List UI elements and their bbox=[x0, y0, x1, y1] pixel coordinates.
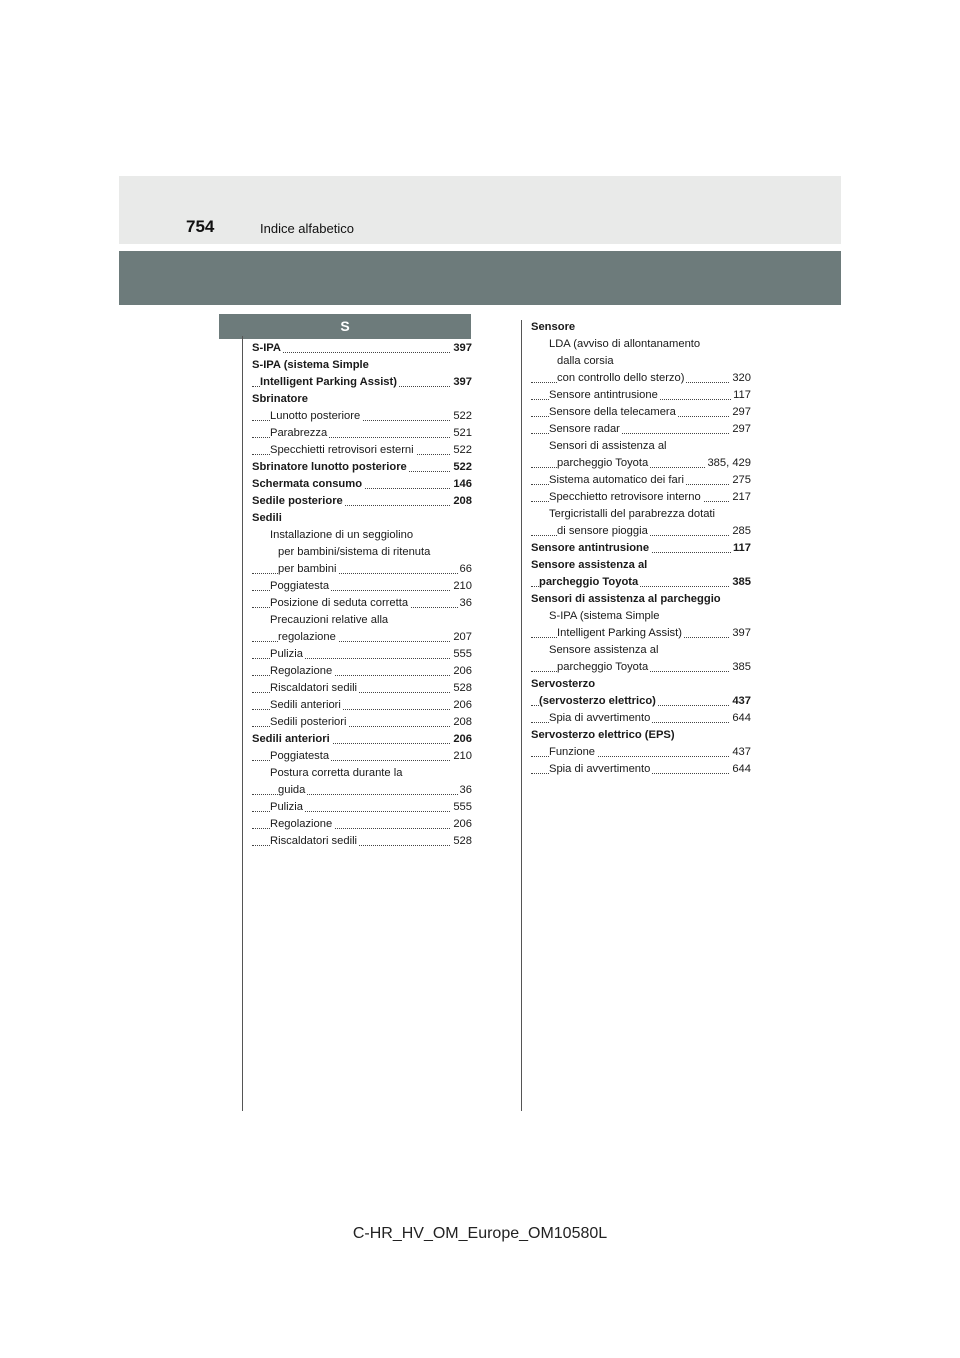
index-entry bbox=[252, 765, 472, 782]
index-entry bbox=[252, 459, 472, 476]
index-entry bbox=[252, 374, 472, 391]
header-band bbox=[119, 176, 841, 244]
entry-page-ref[interactable]: 36 bbox=[458, 595, 472, 612]
index-entry bbox=[252, 595, 472, 612]
index-column-left bbox=[252, 340, 472, 850]
entry-page-ref[interactable]: 206 bbox=[451, 663, 472, 680]
entry-term: Parabrezza bbox=[270, 427, 328, 439]
index-entry bbox=[531, 557, 751, 574]
entry-term: Sedili anteriori bbox=[270, 699, 341, 711]
index-entry bbox=[531, 489, 751, 506]
index-entry bbox=[531, 421, 751, 438]
entry-term: Sbrinatore lunotto posteriore bbox=[252, 461, 407, 473]
index-entry bbox=[252, 442, 472, 459]
entry-term: Pulizia bbox=[270, 648, 303, 660]
entry-page-ref[interactable]: 207 bbox=[451, 629, 472, 646]
entry-page-ref[interactable]: 206 bbox=[451, 697, 472, 714]
index-entry bbox=[531, 472, 751, 489]
index-entry bbox=[531, 387, 751, 404]
index-entry bbox=[252, 544, 472, 561]
entry-term: Servosterzo elettrico (EPS) bbox=[531, 729, 675, 741]
entry-page-ref[interactable]: 522 bbox=[451, 408, 472, 425]
index-entry bbox=[531, 574, 751, 591]
entry-term: Sensori di assistenza al parcheggio bbox=[531, 593, 721, 605]
index-entry bbox=[252, 340, 472, 357]
entry-term: Sbrinatore bbox=[252, 393, 308, 405]
entry-page-ref[interactable]: 522 bbox=[451, 442, 472, 459]
index-entry bbox=[252, 816, 472, 833]
entry-term: Sedili bbox=[252, 512, 282, 524]
index-letter-tab: S bbox=[219, 314, 471, 339]
index-entry bbox=[531, 744, 751, 761]
index-entry bbox=[531, 642, 751, 659]
index-entry bbox=[531, 659, 751, 676]
index-entry bbox=[252, 748, 472, 765]
index-entry bbox=[252, 663, 472, 680]
index-entry bbox=[531, 591, 751, 608]
index-entry bbox=[252, 561, 472, 578]
index-entry bbox=[531, 319, 751, 336]
entry-term: parcheggio Toyota bbox=[539, 576, 639, 588]
entry-term: Poggiatesta bbox=[270, 580, 330, 592]
entry-term: Spia di avvertimento bbox=[549, 712, 651, 724]
entry-term: S-IPA bbox=[252, 342, 282, 354]
entry-term: parcheggio Toyota bbox=[557, 457, 649, 469]
entry-term: Sensore bbox=[531, 321, 576, 333]
entry-page-ref[interactable]: 555 bbox=[451, 646, 472, 663]
entry-term: Sistema automatico dei fari bbox=[549, 474, 684, 486]
entry-term: di sensore pioggia bbox=[557, 525, 648, 537]
index-entry bbox=[531, 404, 751, 421]
entry-page-ref[interactable]: 66 bbox=[458, 561, 472, 578]
entry-term: per bambini/sistema di ritenuta bbox=[278, 546, 431, 558]
entry-term: parcheggio Toyota bbox=[557, 661, 649, 673]
entry-term: Sensore radar bbox=[549, 423, 620, 435]
entry-term: LDA (avviso di allontanamento bbox=[549, 338, 701, 350]
entry-term: Poggiatesta bbox=[270, 750, 330, 762]
entry-page-ref[interactable]: 208 bbox=[451, 493, 472, 510]
entry-term: Sensore assistenza al bbox=[549, 644, 659, 656]
entry-term: Riscaldatori sedili bbox=[270, 682, 358, 694]
entry-term: Funzione bbox=[549, 746, 596, 758]
entry-page-ref[interactable]: 644 bbox=[730, 710, 751, 727]
entry-page-ref[interactable]: 522 bbox=[451, 459, 472, 476]
index-entry bbox=[252, 578, 472, 595]
chapter-band bbox=[119, 251, 841, 305]
left-column-rule bbox=[242, 336, 243, 1111]
entry-term: Sedili anteriori bbox=[252, 733, 330, 745]
index-entry bbox=[531, 676, 751, 693]
entry-page-ref[interactable]: 117 bbox=[731, 387, 751, 404]
entry-term: Tergicristalli del parabrezza dotati bbox=[549, 508, 716, 520]
index-entry bbox=[531, 506, 751, 523]
entry-term: Riscaldatori sedili bbox=[270, 835, 358, 847]
entry-term: Specchietto retrovisore interno bbox=[549, 491, 701, 503]
entry-page-ref[interactable]: 206 bbox=[451, 816, 472, 833]
entry-term: Installazione di un seggiolino bbox=[270, 529, 414, 541]
entry-term: dalla corsia bbox=[557, 355, 614, 367]
index-entry bbox=[252, 799, 472, 816]
entry-page-ref[interactable]: 146 bbox=[451, 476, 472, 493]
entry-term: Intelligent Parking Assist) bbox=[260, 376, 397, 388]
entry-page-ref[interactable]: 528 bbox=[451, 680, 472, 697]
entry-page-ref[interactable]: 385, 429 bbox=[705, 455, 751, 472]
entry-term: Sensore della telecamera bbox=[549, 406, 676, 418]
entry-term: S-IPA (sistema Simple bbox=[252, 359, 369, 371]
entry-term: Sensore antintrusione bbox=[549, 389, 658, 401]
entry-page-ref[interactable]: 275 bbox=[730, 472, 751, 489]
section-title: Indice alfabetico bbox=[260, 221, 354, 236]
entry-page-ref[interactable]: 285 bbox=[730, 523, 751, 540]
right-column-rule bbox=[521, 320, 522, 1111]
entry-term: Intelligent Parking Assist) bbox=[557, 627, 682, 639]
index-entry bbox=[252, 493, 472, 510]
entry-page-ref[interactable]: 521 bbox=[451, 425, 472, 442]
index-entry bbox=[531, 455, 751, 472]
entry-term: Sedile posteriore bbox=[252, 495, 343, 507]
index-entry bbox=[252, 731, 472, 748]
index-entry bbox=[252, 833, 472, 850]
entry-page-ref[interactable]: 437 bbox=[730, 693, 751, 710]
entry-term: Regolazione bbox=[270, 818, 333, 830]
entry-term: Sensori di assistenza al bbox=[549, 440, 667, 452]
entry-page-ref[interactable]: 210 bbox=[451, 748, 472, 765]
entry-page-ref[interactable]: 297 bbox=[730, 404, 751, 421]
entry-page-ref[interactable]: 555 bbox=[451, 799, 472, 816]
entry-term: Servosterzo bbox=[531, 678, 596, 690]
entry-page-ref[interactable]: 385 bbox=[730, 659, 751, 676]
index-entry bbox=[252, 629, 472, 646]
index-entry bbox=[531, 761, 751, 778]
entry-term: Spia di avvertimento bbox=[549, 763, 651, 775]
entry-term: Sedili posteriori bbox=[270, 716, 347, 728]
entry-term: S-IPA (sistema Simple bbox=[549, 610, 660, 622]
entry-term: per bambini bbox=[278, 563, 337, 575]
index-column-right bbox=[531, 319, 751, 778]
entry-page-ref[interactable]: 36 bbox=[458, 782, 472, 799]
index-entry bbox=[531, 693, 751, 710]
entry-page-ref[interactable]: 528 bbox=[451, 833, 472, 850]
index-entry bbox=[252, 527, 472, 544]
index-entry bbox=[531, 540, 751, 557]
document-code: C-HR_HV_OM_Europe_OM10580L bbox=[352, 1225, 608, 1242]
index-entry bbox=[531, 353, 751, 370]
index-entry bbox=[252, 425, 472, 442]
entry-page-ref[interactable]: 397 bbox=[730, 625, 751, 642]
entry-term: Lunotto posteriore bbox=[270, 410, 361, 422]
entry-page-ref[interactable]: 206 bbox=[451, 731, 472, 748]
entry-page-ref[interactable]: 385 bbox=[730, 574, 751, 591]
entry-term: (servosterzo elettrico) bbox=[539, 695, 656, 707]
dot-leader bbox=[252, 352, 472, 353]
entry-page-ref[interactable]: 397 bbox=[451, 374, 472, 391]
entry-term: Precauzioni relative alla bbox=[270, 614, 389, 626]
index-entry bbox=[531, 336, 751, 353]
index-entry bbox=[252, 782, 472, 799]
index-entry bbox=[531, 370, 751, 387]
index-entry bbox=[252, 391, 472, 408]
index-entry bbox=[252, 646, 472, 663]
entry-term: Schermata consumo bbox=[252, 478, 363, 490]
index-entry bbox=[252, 680, 472, 697]
entry-term: con controllo dello sterzo) bbox=[557, 372, 685, 384]
entry-term: Regolazione bbox=[270, 665, 333, 677]
page-number: 754 bbox=[186, 217, 215, 236]
index-entry bbox=[531, 438, 751, 455]
index-entry bbox=[252, 612, 472, 629]
index-entry bbox=[252, 510, 472, 527]
entry-term: Sensore antintrusione bbox=[531, 542, 650, 554]
entry-term: Specchietti retrovisori esterni bbox=[270, 444, 414, 456]
index-entry bbox=[252, 476, 472, 493]
entry-page-ref[interactable]: 397 bbox=[451, 340, 472, 357]
entry-page-ref[interactable]: 208 bbox=[451, 714, 472, 731]
entry-term: Posizione di seduta corretta bbox=[270, 597, 409, 609]
entry-page-ref[interactable]: 437 bbox=[730, 744, 751, 761]
entry-term: regolazione bbox=[278, 631, 336, 643]
entry-page-ref[interactable]: 210 bbox=[451, 578, 472, 595]
entry-term: Sensore assistenza al bbox=[531, 559, 648, 571]
index-entry bbox=[531, 608, 751, 625]
index-entry bbox=[252, 697, 472, 714]
index-entry bbox=[531, 727, 751, 744]
entry-page-ref[interactable]: 217 bbox=[730, 489, 751, 506]
entry-term: Pulizia bbox=[270, 801, 303, 813]
entry-page-ref[interactable]: 644 bbox=[730, 761, 751, 778]
entry-term: Postura corretta durante la bbox=[270, 767, 403, 779]
index-entry bbox=[531, 523, 751, 540]
index-entry bbox=[531, 625, 751, 642]
index-entry bbox=[531, 710, 751, 727]
entry-page-ref[interactable]: 320 bbox=[730, 370, 751, 387]
index-entry bbox=[252, 408, 472, 425]
index-entry bbox=[252, 714, 472, 731]
entry-page-ref[interactable]: 297 bbox=[730, 421, 751, 438]
index-entry bbox=[252, 357, 472, 374]
entry-term: guida bbox=[278, 784, 306, 796]
entry-page-ref[interactable]: 117 bbox=[731, 540, 751, 557]
